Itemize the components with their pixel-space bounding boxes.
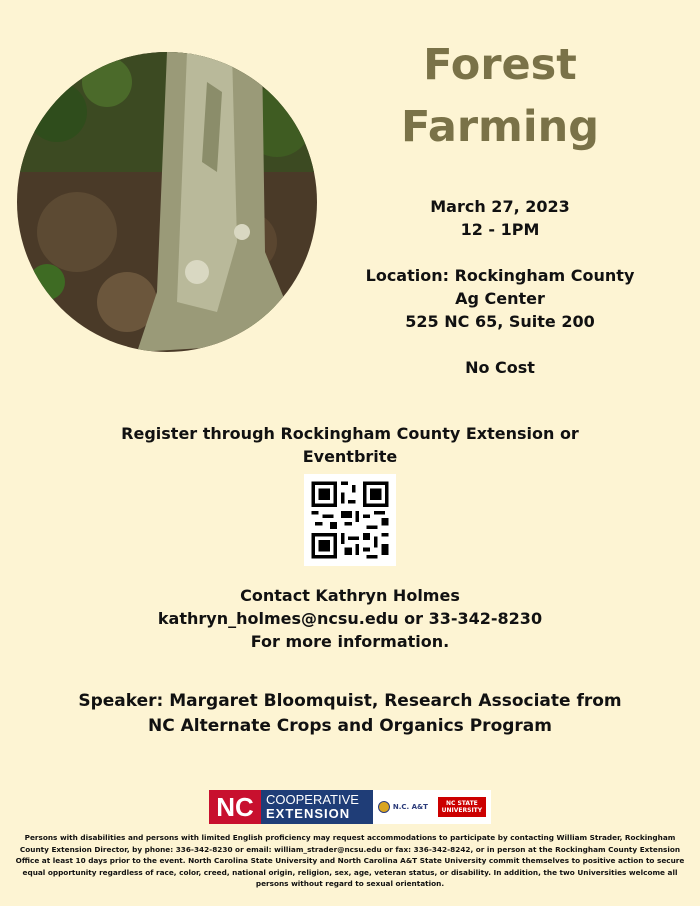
disclaimer-text: Persons with disabilities and persons with limited English proficiency may request accommodations to participate by contacting William Strader, Rockingham County Extension Director, by phone: 336-342-8230 or email: william_strader@ncsu.edu or fax: 336-342-8242, or in person at the Rockingham County Extension Office at least 10 days prior to the event. North Carolina State University and North Carolina A&T State University commit themselves to positive action to secure equal opportunity regardless of race, color, creed, national origin, religion, sex, age, veteran status, or disability. In addition, the two Universities welcome all persons without regard to sexual orientation. xyxy=(15,833,685,888)
contact-block xyxy=(40,584,660,653)
ncstate-label-2: UNIVERSITY xyxy=(441,807,483,814)
partner-logos xyxy=(373,790,491,824)
nc-logo: NC xyxy=(209,790,261,824)
ncstate-label-1: NC STATE xyxy=(445,800,478,807)
event-date: March 27, 2023 xyxy=(430,197,570,216)
ncstate-logo xyxy=(438,797,486,817)
event-address: 525 NC 65, Suite 200 xyxy=(405,312,595,331)
contact-email-phone[interactable]: kathryn_holmes@ncsu.edu or 33-342-8230 xyxy=(157,609,543,628)
title-line-1: Forest xyxy=(423,40,577,90)
ncat-logo xyxy=(378,801,428,813)
extension-label: EXTENSION xyxy=(266,806,351,821)
speaker-line-2: NC Alternate Crops and Organics Program xyxy=(148,716,552,736)
logo-strip xyxy=(209,790,491,824)
location-line-1: Location: Rockingham County xyxy=(365,266,635,285)
title-line-2: Farming xyxy=(400,102,599,152)
contact-line-3: For more information. xyxy=(250,632,450,651)
location-line-2: Ag Center xyxy=(455,289,545,308)
coop-label: COOPERATIVE xyxy=(266,792,359,807)
event-cost: No Cost xyxy=(465,358,535,377)
register-line-1: Register through Rockingham County Extension or xyxy=(121,424,579,443)
register-line-2: Eventbrite xyxy=(302,447,398,466)
ncat-seal-icon xyxy=(378,801,390,813)
register-text xyxy=(40,422,660,468)
speaker-block xyxy=(20,689,680,739)
forest-photo xyxy=(17,52,317,352)
speaker-line-1: Speaker: Margaret Bloomquist, Research Associate from xyxy=(78,691,622,711)
event-time: 12 - 1PM xyxy=(460,220,540,239)
qr-code[interactable] xyxy=(304,474,396,566)
contact-line-1: Contact Kathryn Holmes xyxy=(240,586,460,605)
cooperative-extension-logo xyxy=(261,790,373,824)
ncat-label: N.C. A&T xyxy=(392,803,428,811)
